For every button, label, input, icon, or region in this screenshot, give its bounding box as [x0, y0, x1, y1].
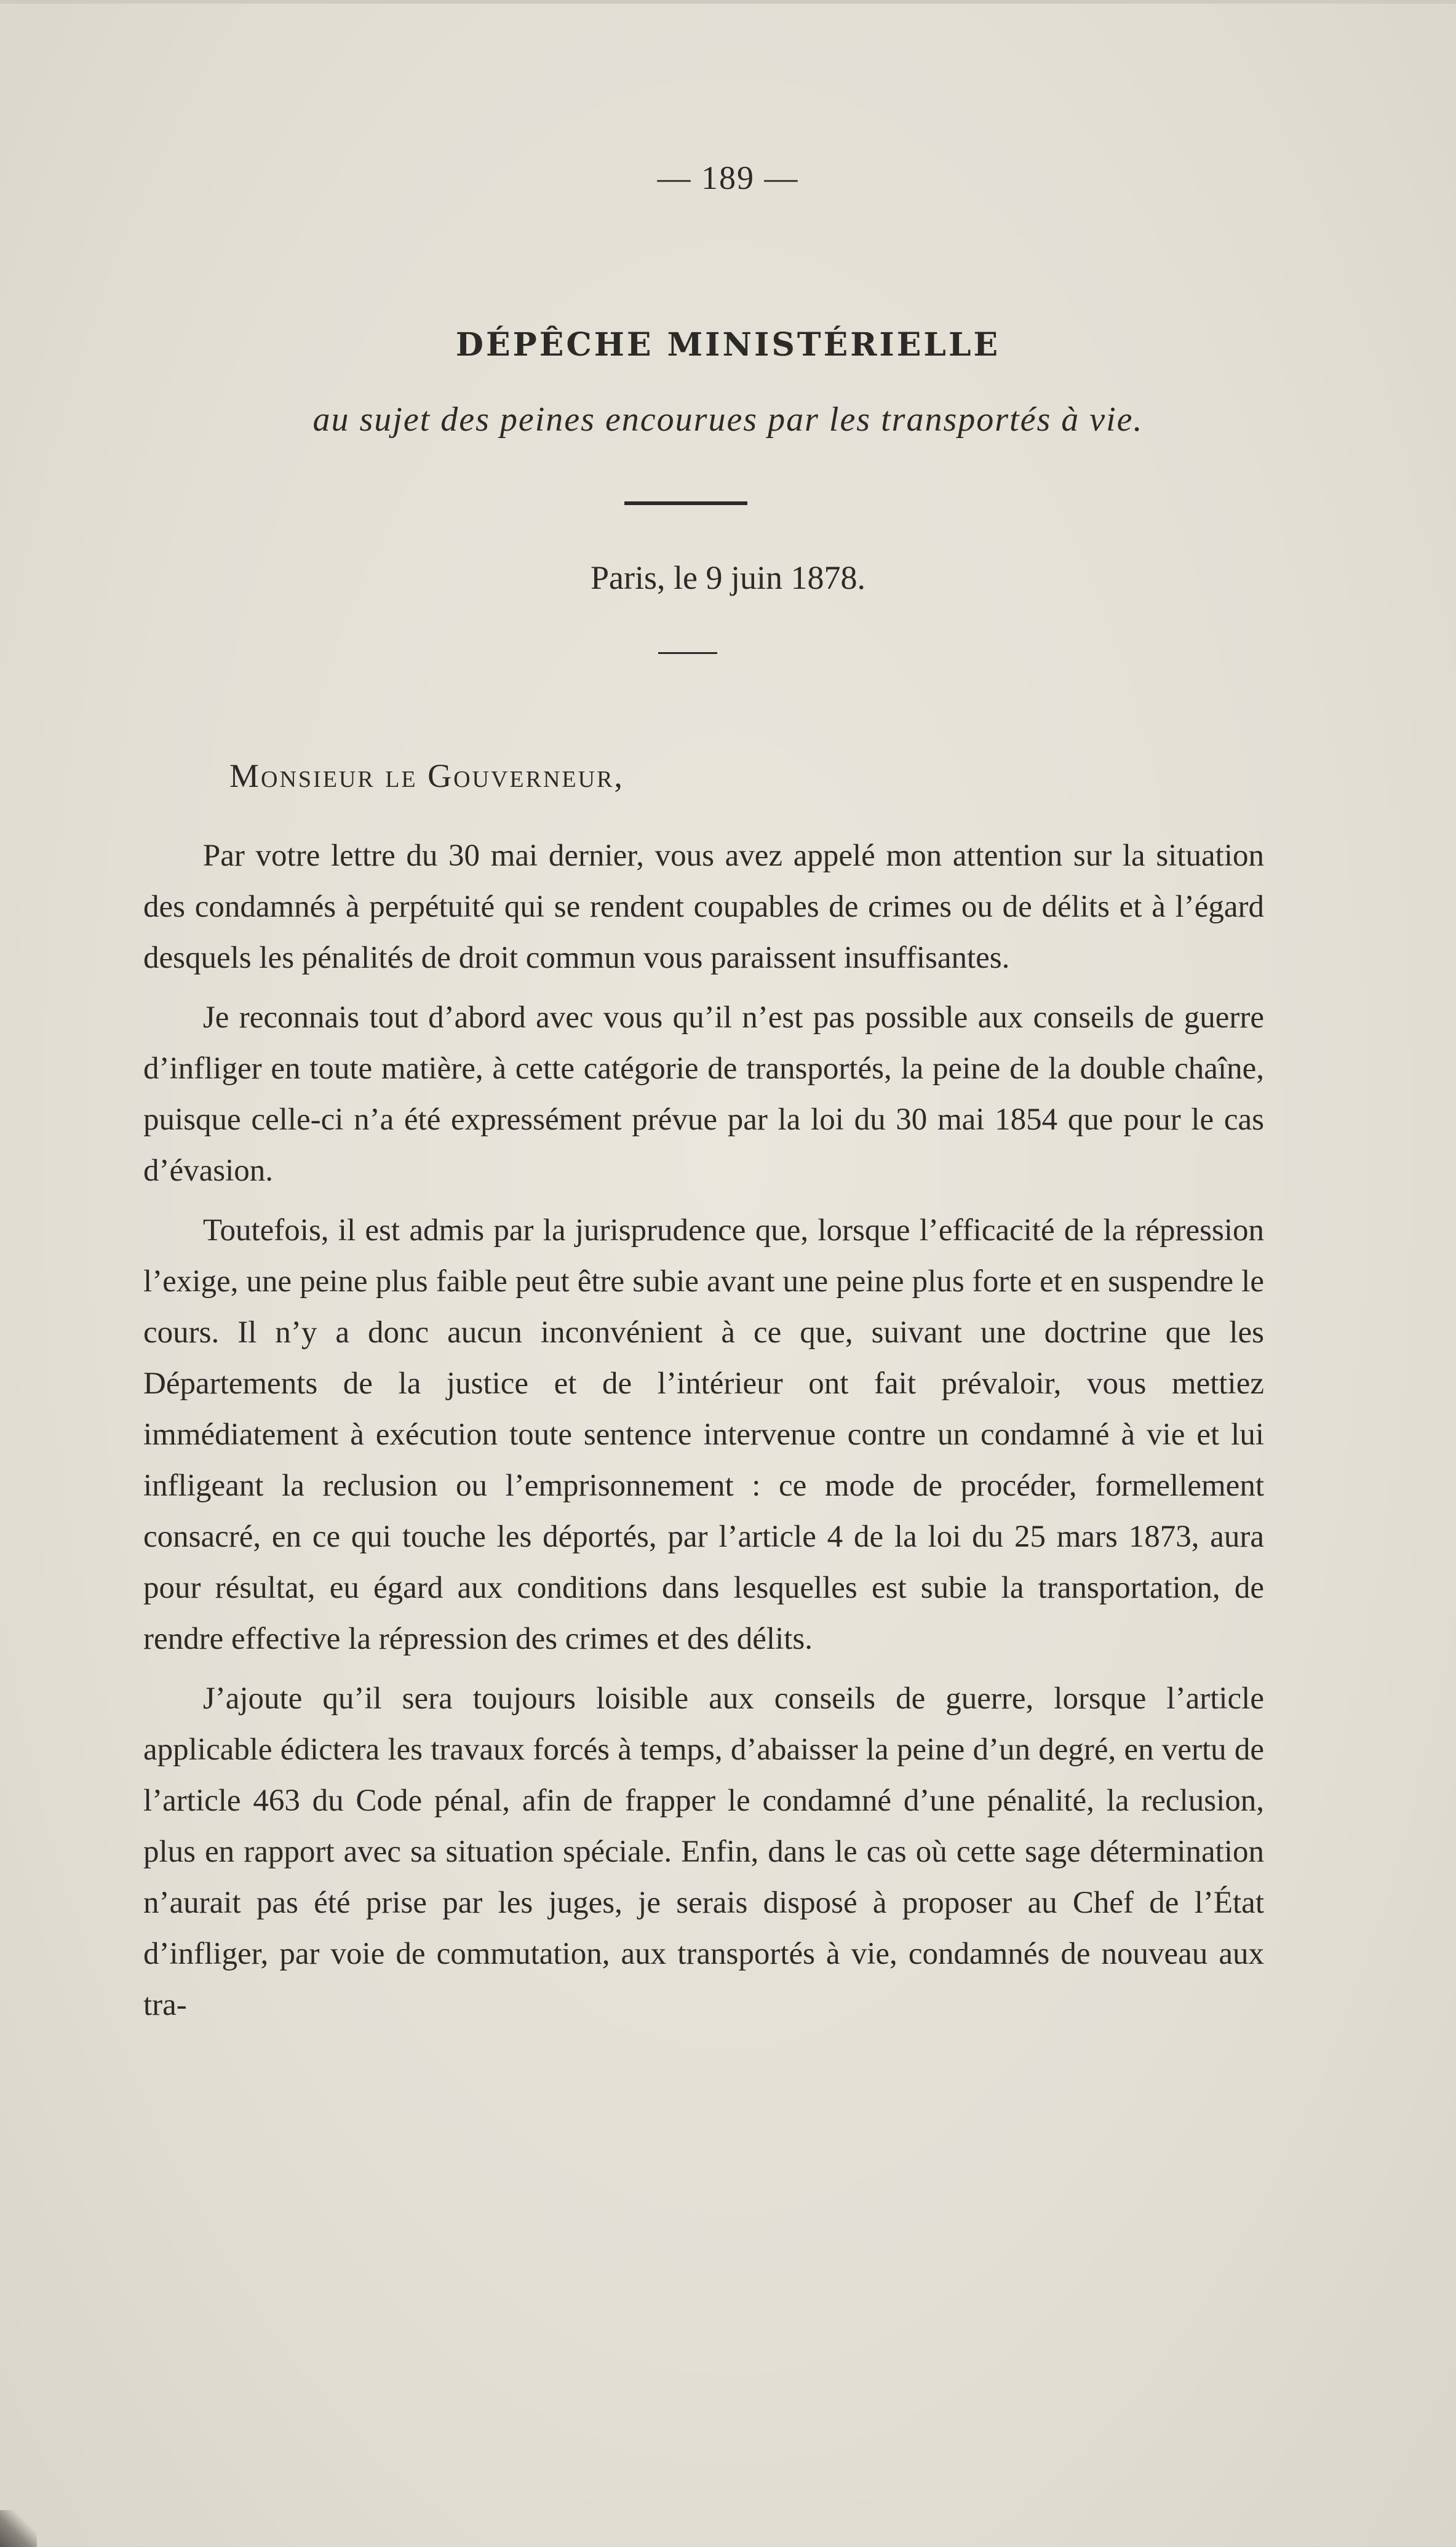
paragraph-4: J’ajoute qu’il sera toujours loisible aux conseils de guerre, lorsque l’article applicable édictera les travaux forcés à temps, d’abaisser la peine d’un degré, en vertu de l’article 463 du Code pénal, afin de frapper le condamné d’une pénalité, la reclusion, plus en rapport avec sa situation spéciale. Enfin, dans le cas où cette sage détermination n’aurait pas été prise par les juges, je serais disposé à proposer au Chef de l’État d’infliger, par voie de commutation, aux transportés à vie, condamnés de nouveau aux tra-	[143, 1681, 1264, 2022]
title-divider	[624, 501, 747, 505]
page-corner-shadow	[0, 2510, 37, 2547]
paragraph-3: Toutefois, il est admis par la jurisprudence que, lorsque l’efficacité de la répression l’exige, une peine plus faible peut être subie avant une peine plus forte et en suspendre le cours. Il n’y a donc aucun inconvénient à ce que, suivant une doctrine que les Départements de la justice et de l’intérieur ont fait prévaloir, vous mettiez immédiatement à exécution toute sentence intervenue contre un condamné à vie et lui infligeant la reclusion ou l’emprisonnement : ce mode de procéder, formellement consacré, en ce qui touche les déportés, par l’article 4 de la loi du 25 mars 1873, aura pour résultat, eu égard aux conditions dans lesquelles est subie la transportation, de rendre effective la répression des crimes et des délits.	[143, 1213, 1264, 1656]
page-number: — 189 —	[657, 159, 799, 196]
page-top-edge	[0, 0, 1456, 4]
document-subtitle: au sujet des peines encourues par les transportés à vie.	[312, 401, 1144, 439]
salutation: Monsieur le Gouverneur,	[229, 757, 624, 794]
document-title: DÉPÊCHE MINISTÉRIELLE	[455, 326, 1001, 364]
letter-body	[143, 831, 1264, 2039]
dateline: Paris, le 9 juin 1878.	[591, 559, 865, 596]
paragraph-2: Je reconnais tout d’abord avec vous qu’il n’est pas possible aux conseils de guerre d’infliger en toute matière, à cette catégorie de transportés, la peine de la double chaîne, puisque celle-ci n’a été expressément prévue par la loi du 30 mai 1854 que pour le cas d’évasion.	[143, 1000, 1264, 1188]
paragraph-1: Par votre lettre du 30 mai dernier, vous avez appelé mon attention sur la situation des condamnés à perpétuité qui se rendent coupables de crimes ou de délits et à l’égard desquels les pénalités de droit commun vous paraissent insuffisantes.	[143, 839, 1264, 975]
dateline-divider	[658, 652, 717, 654]
